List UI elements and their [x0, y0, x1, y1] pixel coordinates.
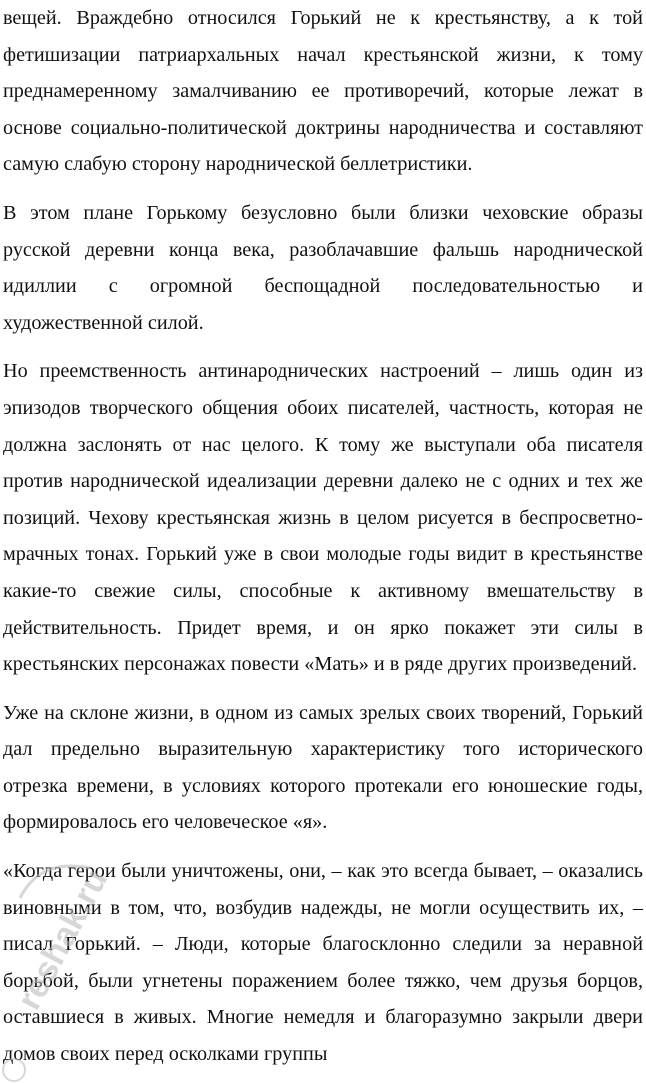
paragraph-4: Уже на склоне жизни, в одном из самых зрелых своих творений, Горький дал предельно выразительную характеристику того исторического отрезка времени, в условиях которого протекали его юношеские годы, формировалось его человеческое «я». — [3, 701, 643, 834]
paragraph-2: В этом плане Горькому безусловно были близки чеховские образы русской деревни конца века, разоблачавшие фальшь народнической идиллии с огромной беспощадной последовательностью и художественной силой. — [3, 201, 643, 334]
paragraph-3: Но преемственность антинароднических настроений – лишь один из эпизодов творческого общения обоих писателей, частность, которая не должна заслонять от нас целого. К тому же выступали оба писателя против народнической идеализации деревни далеко не с одних и тех же позиций. Чехову крестьянская жизнь в целом рисуется в беспросветно-мрачных тонах. Горький уже в свои молодые годы видит в крестьянстве какие-то свежие силы, способные к активному вмешательству в действительность. Придет время, и он ярко покажет эти силы в крестьянских персонажах повести «Мать» и в ряде других произведений. — [3, 360, 643, 676]
paragraph-1: вещей. Враждебно относился Горький не к крестьянству, а к той фетишизации патриархальных начал крестьянской жизни, к тому преднамеренному замалчиванию ее противоречий, которые лежат в основе социально-политической доктрины народничества и составляют самую слабую сторону народнической беллетристики. — [3, 7, 643, 176]
watermark-text: reshak.ru — [10, 862, 116, 1016]
document-page — [3, 0, 643, 1073]
paragraph-5: «Когда герои были уничтожены, они, – как это всегда бывает, – оказались виновными в том, что, возбудив надежды, не могли осуществить их, – писал Горький. – Люди, которые благосклонно следили за неравной борьбой, были угнетены поражением более тяжко, чем друзья борцов, оставшиеся в живых. Многие немедля и благоразумно закрыли двери домов своих перед осколками группы — [3, 860, 643, 1066]
